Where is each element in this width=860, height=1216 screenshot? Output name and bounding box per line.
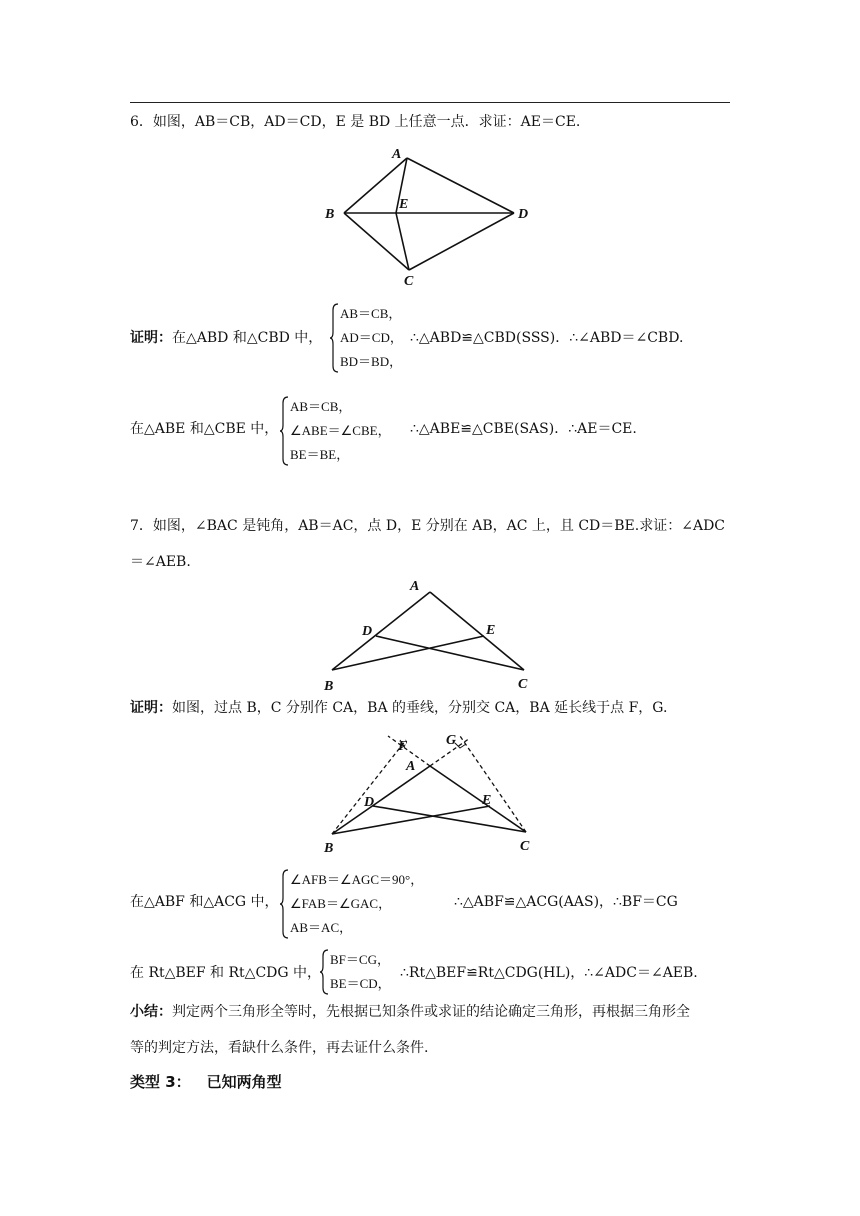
proof-label: 证明： xyxy=(130,330,172,346)
q7-stem-line-1: 7．如图，∠BAC 是钝角，AB＝AC，点 D，E 分别在 AB，AC 上，且 CD＝BE.求证：∠ADC xyxy=(130,518,726,534)
proof-intro-text: 在△ABD 和△CBD 中， xyxy=(172,330,323,346)
q6-label-a: A xyxy=(392,147,402,162)
section-title: 已知两角型 xyxy=(206,1073,282,1091)
q7-fig2-label-f: F xyxy=(398,739,408,754)
q7-proof-intro xyxy=(130,698,667,718)
q7-fig2-label-d: D xyxy=(364,795,375,810)
q7-fig2-label-a: A xyxy=(406,759,416,774)
q7-fig2-label-g: G xyxy=(446,733,457,748)
sys3-row: ∠AFB＝∠AGC＝90°， xyxy=(290,872,424,887)
q7-figure-2 xyxy=(318,726,543,856)
q7-label-d: D xyxy=(362,624,373,639)
brace-icon xyxy=(330,302,340,374)
sys1-row: AD＝CD， xyxy=(340,330,403,345)
summary-line-1 xyxy=(130,1002,690,1022)
q7-label-b: B xyxy=(324,679,334,692)
q7-intro-4: 在 Rt△BEF 和 Rt△CDG 中， xyxy=(130,965,322,981)
q7-conclusion-3: ∴△ABF≌△ACG(AAS)，∴BF＝CG xyxy=(454,894,678,910)
brace-icon xyxy=(320,948,330,996)
sys2-row: ∠ABE＝∠CBE， xyxy=(290,423,391,438)
summary-line-2: 等的判定方法，看缺什么条件，再去证什么条件. xyxy=(130,1040,429,1056)
brace-icon xyxy=(280,868,290,940)
q6-figure xyxy=(320,142,540,292)
q7-conclusion-4: ∴Rt△BEF≌Rt△CDG(HL)，∴∠ADC＝∠AEB. xyxy=(400,965,698,981)
sys1-row: AB＝CB， xyxy=(340,306,402,321)
q7-figure xyxy=(318,574,543,692)
summary-text-1: 判定两个三角形全等时，先根据已知条件或求证的结论确定三角形，再根据三角形全 xyxy=(172,1004,690,1020)
sys2-row: AB＝CB， xyxy=(290,399,352,414)
sys3-row: ∠FAB＝∠GAC， xyxy=(290,896,392,911)
q7-label-a: A xyxy=(410,579,420,594)
proof-label: 证明： xyxy=(130,700,172,716)
brace-icon xyxy=(280,395,290,467)
section-label: 类型 3： xyxy=(130,1073,191,1091)
q6-proof-intro xyxy=(130,328,322,348)
sys2-row: BE＝BE， xyxy=(290,447,350,462)
q7-fig2-label-c: C xyxy=(520,839,530,854)
q6-intro-2: 在△ABE 和△CBE 中， xyxy=(130,421,279,437)
q6-conclusion-2: ∴△ABE≌△CBE(SAS)．∴AE＝CE. xyxy=(410,421,637,437)
sys1-row: BD＝BD， xyxy=(340,354,403,369)
q6-label-e: E xyxy=(399,197,409,212)
q6-stem: 6．如图，AB＝CB，AD＝CD，E 是 BD 上任意一点．求证：AE＝CE. xyxy=(130,114,581,130)
summary-label: 小结： xyxy=(130,1004,172,1020)
proof-intro-text: 如图，过点 B，C 分别作 CA，BA 的垂线，分别交 CA，BA 延长线于点 F，G. xyxy=(172,700,668,716)
q7-stem-line-2: ＝∠AEB. xyxy=(130,554,191,570)
q7-fig2-label-e: E xyxy=(482,793,492,808)
q6-label-b: B xyxy=(325,207,335,222)
q7-intro-3: 在△ABF 和△ACG 中， xyxy=(130,894,279,910)
q6-label-c: C xyxy=(404,274,414,289)
q6-conclusion-1: ∴△ABD≌△CBD(SSS)．∴∠ABD＝∠CBD. xyxy=(410,330,684,346)
sys4-row: BF＝CG， xyxy=(330,952,390,967)
q7-fig2-label-b: B xyxy=(324,841,334,856)
sys4-row: BE＝CD， xyxy=(330,976,391,991)
header-rule xyxy=(130,102,730,103)
q7-label-c: C xyxy=(518,677,528,692)
q6-label-d: D xyxy=(518,207,529,222)
sys3-row: AB＝AC， xyxy=(290,920,353,935)
q7-label-e: E xyxy=(486,623,496,638)
section-heading xyxy=(130,1072,282,1092)
